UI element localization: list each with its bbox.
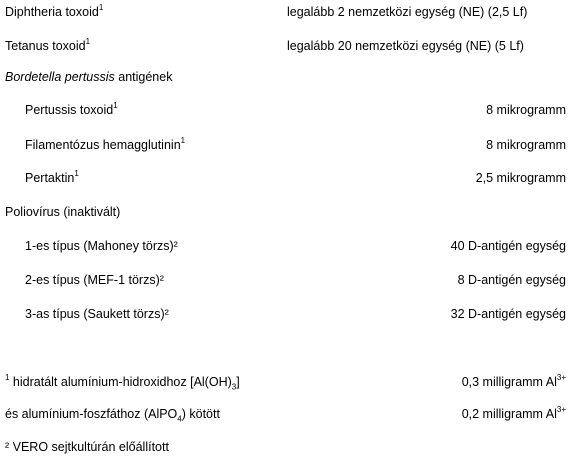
footnote-text: $^1$ hidratált alumínium-hidroxidhoz $[Al(OH)_3]$ bbox=[5, 372, 240, 392]
adjuvant-amount: 0,2 milligramm $Al^{3+}$ bbox=[461, 404, 566, 421]
component-amount: 8 mikrogramm bbox=[486, 103, 566, 117]
component-amount: 8 mikrogramm bbox=[486, 138, 566, 152]
row-poliovirus-heading bbox=[0, 203, 568, 221]
row-tetanus-toxoid bbox=[0, 37, 568, 55]
component-amount: 2,5 mikrogramm bbox=[475, 171, 566, 185]
footnote-marker: 1 bbox=[98, 2, 104, 12]
row-polio-type-2 bbox=[0, 271, 568, 289]
footnote-marker: 1 bbox=[180, 135, 186, 145]
component-amount: 8 D-antigén egység bbox=[457, 273, 566, 287]
footnote-marker: 1 bbox=[85, 36, 91, 46]
component-name: Tetanus toxoid$^1$ bbox=[5, 36, 91, 53]
row-filamentous-hemagglutinin bbox=[0, 136, 568, 154]
component-name: Diphtheria toxoid$^1$ bbox=[5, 2, 104, 19]
component-amount: 32 D-antigén egység bbox=[450, 307, 566, 321]
component-name: 3-as típus (Saukett törzs)² bbox=[25, 307, 169, 321]
component-name: Filamentózus hemagglutinin$^1$ bbox=[25, 135, 186, 152]
row-polio-type-3 bbox=[0, 305, 568, 323]
footnote-1-aluminium-phosphate bbox=[0, 405, 568, 423]
row-polio-type-1 bbox=[0, 237, 568, 255]
component-name: Pertaktin$^1$ bbox=[25, 168, 79, 185]
component-amount: legalább 2 nemzetközi egység (NE) (2,5 Lf) bbox=[287, 5, 528, 19]
footnote-1-aluminium-hydroxide bbox=[0, 373, 568, 391]
component-name: 2-es típus (MEF-1 törzs)² bbox=[25, 273, 164, 287]
row-diphtheria-toxoid bbox=[0, 3, 568, 21]
component-amount: 40 D-antigén egység bbox=[450, 239, 566, 253]
row-pertussis-antigens-heading bbox=[0, 68, 568, 86]
section-heading: Poliovírus (inaktivált) bbox=[5, 205, 121, 219]
component-amount: legalább 20 nemzetközi egység (NE) (5 Lf) bbox=[287, 39, 524, 53]
footnote-2-vero-cells bbox=[0, 438, 568, 456]
row-pertactin bbox=[0, 169, 568, 187]
footnote-text: ² VERO sejtkultúrán előállított bbox=[5, 440, 169, 454]
footnote-marker: 1 bbox=[74, 168, 79, 178]
adjuvant-amount: 0,3 milligramm $Al^{3+}$ bbox=[461, 372, 566, 389]
component-name: Pertussis toxoid$^1$ bbox=[25, 100, 118, 117]
footnote-text: és alumínium-foszfáthoz (AlPO$_4$) kötött bbox=[5, 407, 220, 424]
component-name: 1-es típus (Mahoney törzs)² bbox=[25, 239, 178, 253]
row-pertussis-toxoid bbox=[0, 101, 568, 119]
footnote-marker: 1 bbox=[113, 100, 118, 110]
section-heading: Bordetella pertussis antigének bbox=[5, 70, 173, 84]
